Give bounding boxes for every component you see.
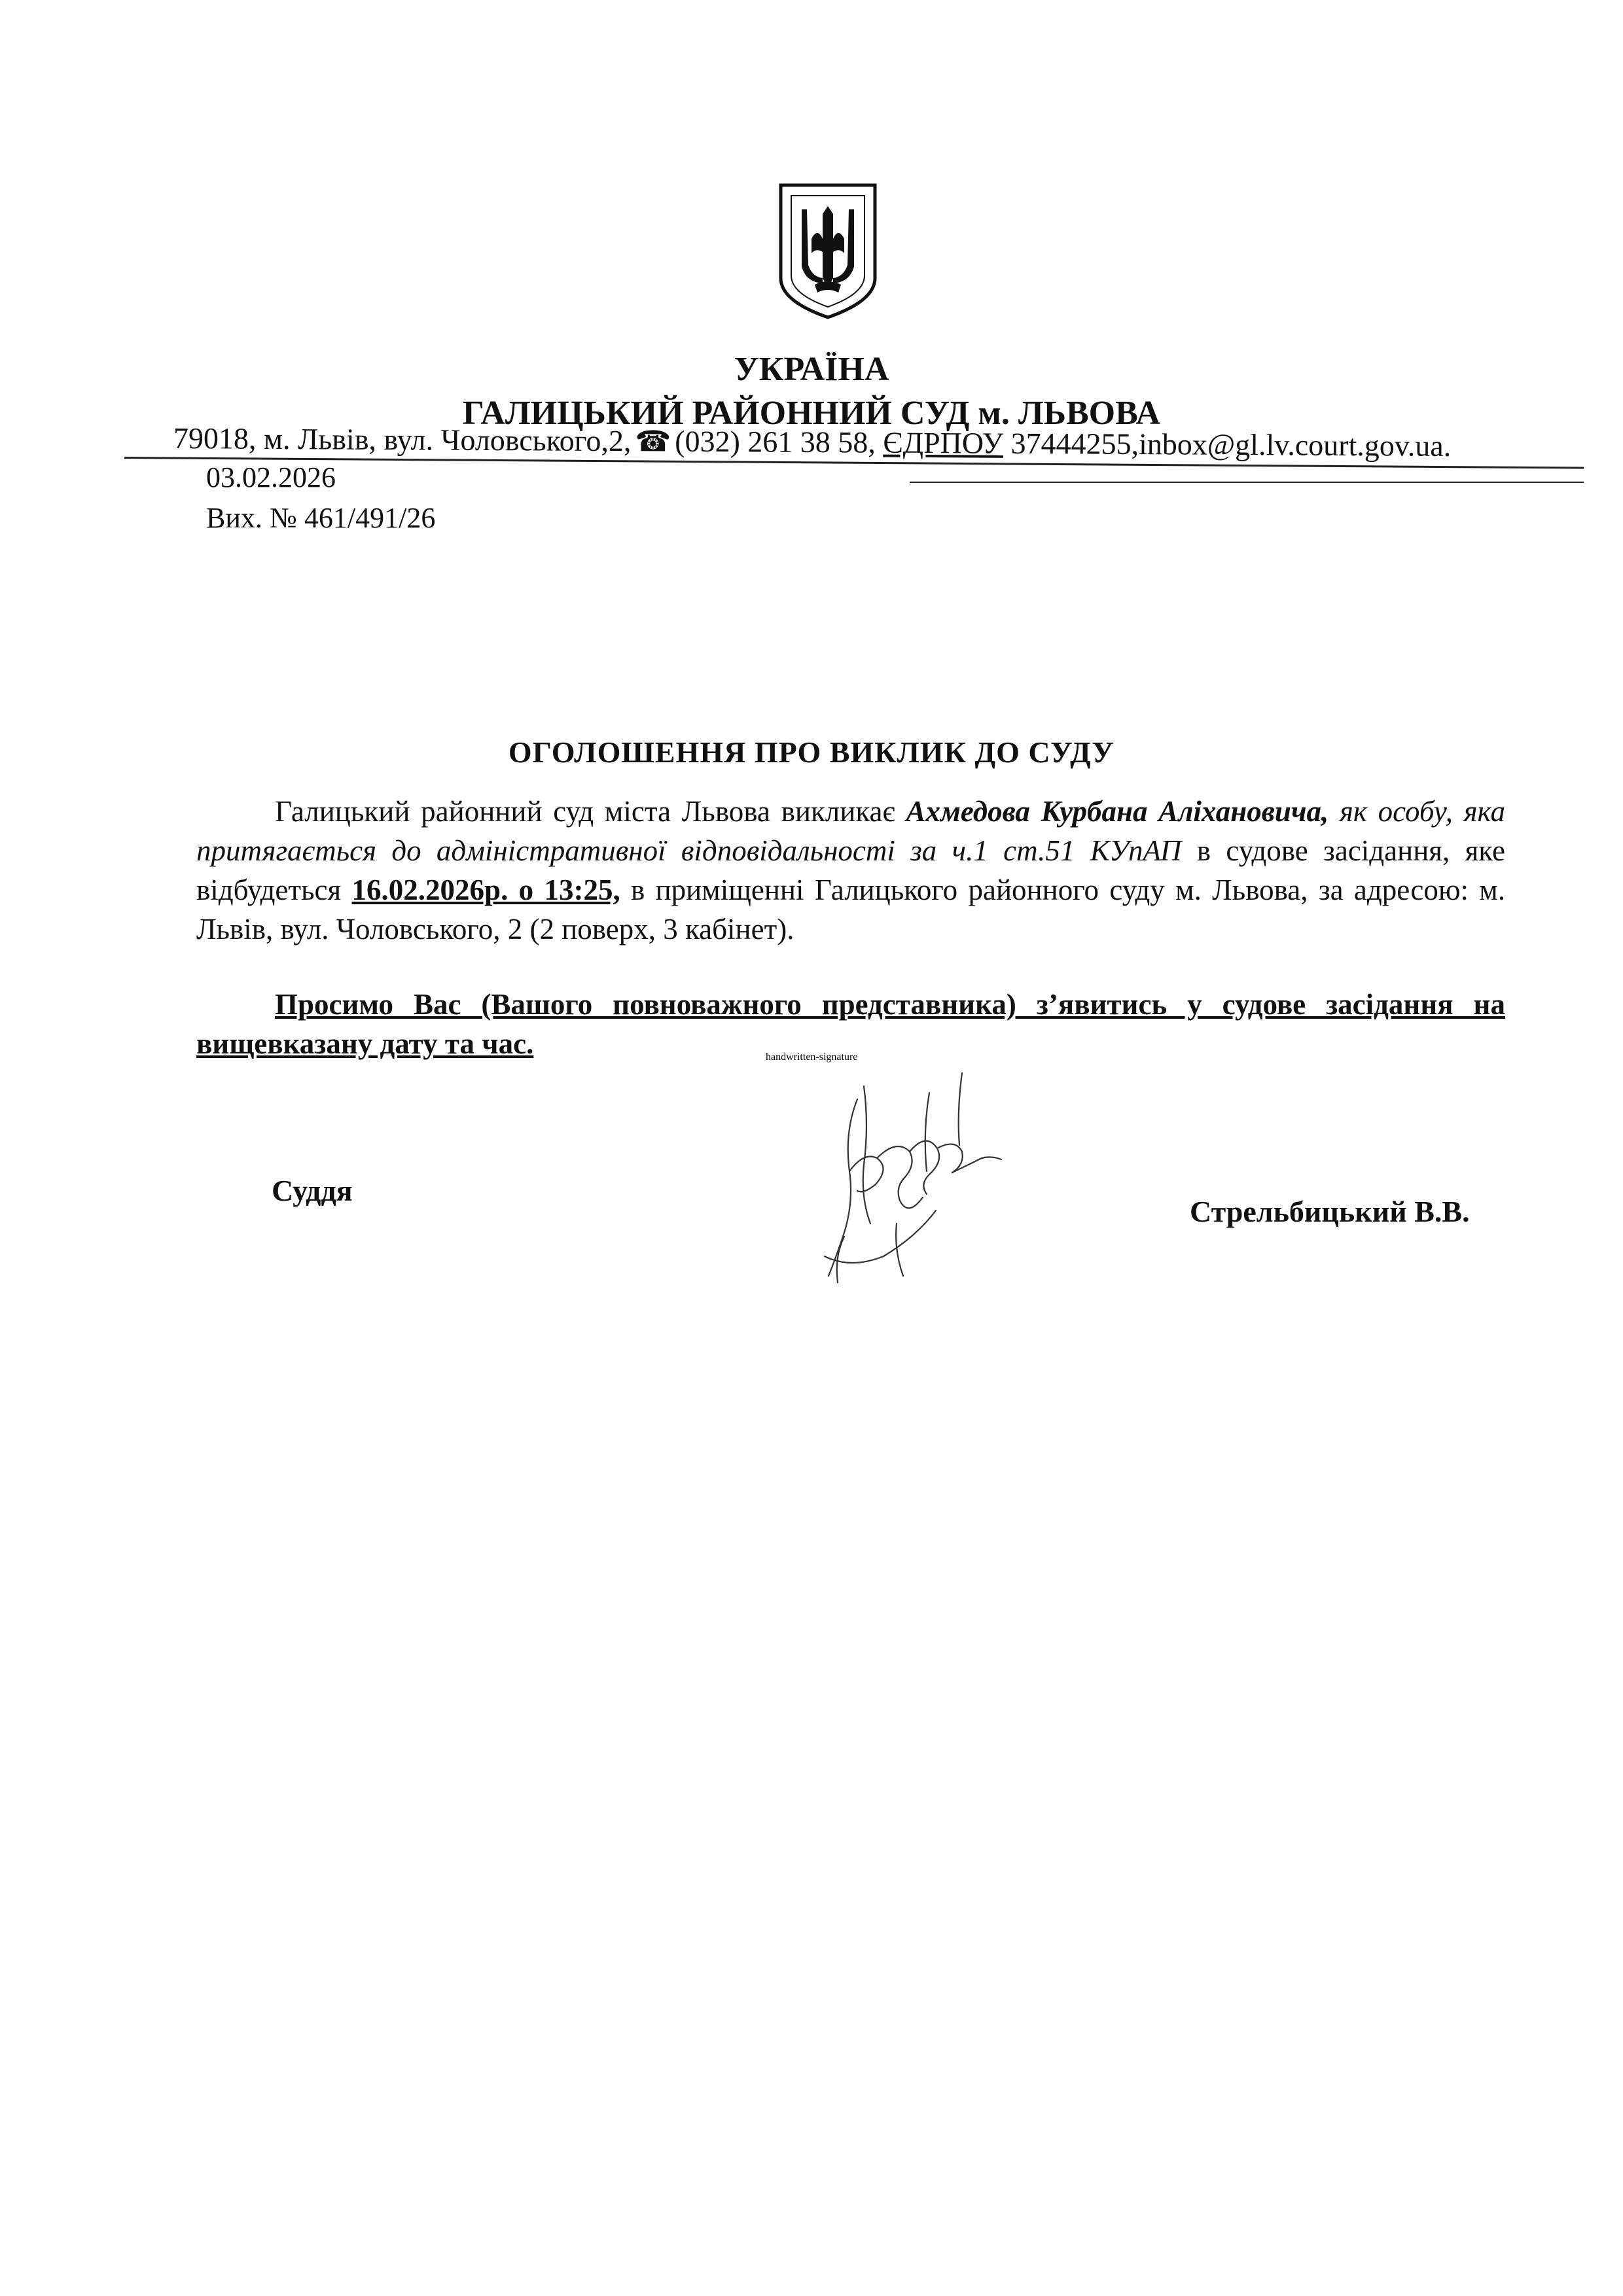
document-date: 03.02.2026: [206, 461, 336, 493]
judge-name: Стрельбицький В.В.: [1190, 1195, 1470, 1228]
notice-body: [196, 792, 1505, 949]
postal-code: 79018,: [173, 421, 257, 455]
edrpou-code-email: 37444255,inbox@gl.lv.court.gov.ua.: [1010, 426, 1452, 463]
signature-icon-name: handwritten-signature: [766, 1051, 858, 1063]
phone-icon-name: [0, 0, 1, 1]
notice-mid: в судове засідання, яке відбудеться: [196, 834, 1505, 906]
appearance-request: Просимо Вас (Вашого повноважного представника) з’явитись у судове засідання на вищевказану дату та час.: [196, 988, 1505, 1060]
notice-location: в приміщенні Галицького районного суду м. Львова, за адресою: м. Львів, вул. Чоловського, 2 (2 поверх, 3 кабінет).: [196, 874, 1505, 945]
notice-title: ОГОЛОШЕННЯ ПРО ВИКЛИК ДО СУДУ: [508, 735, 1115, 769]
person-status: як особу, яка притягається до адміністративної відповідальності за ч.1 ст.51 КУпАП: [196, 795, 1505, 867]
country-title: УКРАЇНА: [734, 351, 889, 388]
phone-icon: ☎: [635, 425, 671, 458]
summoned-person: Ахмедова Курбана Аліхановича,: [906, 795, 1329, 828]
notice-intro: Галицький районний суд міста Львова викликає: [275, 795, 906, 828]
hearing-datetime: 16.02.2026р. о 13:25,: [351, 874, 620, 906]
outgoing-number: Вих. № 461/491/26: [206, 502, 436, 534]
trident-emblem-icon: [776, 180, 880, 321]
address-street: вул. Чоловського,2,: [383, 422, 632, 458]
emblem-icon-name: [0, 0, 1, 1]
judge-role: Суддя: [272, 1174, 353, 1207]
handwritten-signature: [766, 1051, 1014, 1296]
edrpou-label: ЄДРПОУ: [883, 425, 1004, 460]
address-city: м. Львів,: [263, 421, 377, 456]
court-name-title: ГАЛИЦЬКИЙ РАЙОННИЙ СУД м. ЛЬВОВА: [462, 395, 1161, 432]
phone-number: (032) 261 38 58,: [675, 424, 876, 459]
header-divider-secondary: [910, 482, 1584, 483]
